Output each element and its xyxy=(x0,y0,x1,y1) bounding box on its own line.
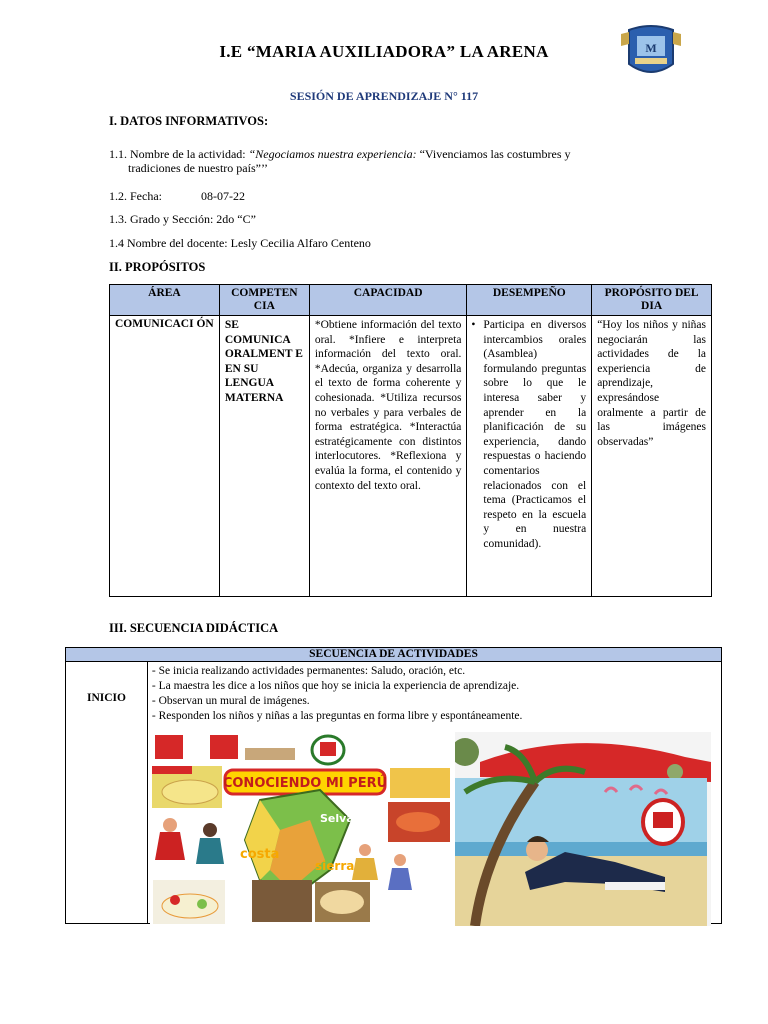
proposito-cell: “Hoy los niños y niñas negociarán las actividades de la experiencia de aprendizaje, expresándose oralmente a partir de las imágenes observadas” xyxy=(592,316,712,597)
secuencia-header: SECUENCIA DE ACTIVIDADES xyxy=(66,648,722,662)
capacidad-cell: *Obtiene información del texto oral. *Infiere e interpreta información del texto oral. *Adecúa, organiza y desarrolla el texto de forma coherente y cohesionada. *Utiliza recursos no verbales y para verbales de forma estratégica. *Interactúa estratégicamente con distintos interlocutores. *Reflexiona y evalúa la forma, el contenido y contexto del texto oral. xyxy=(309,316,467,597)
desempeno-cell xyxy=(467,316,592,597)
activity-list xyxy=(152,664,717,724)
list-item: - Se inicia realizando actividades permanentes: Saludo, oración, etc. xyxy=(151,665,466,677)
school-title: I.E “MARIA AUXILIADORA” LA ARENA xyxy=(219,42,549,61)
teacher-name: 1.4 Nombre del docente: Lesly Cecilia Alfaro Centeno xyxy=(109,236,371,250)
svg-text:costa: costa xyxy=(240,847,280,862)
propositos-table xyxy=(109,284,712,597)
date-value: 08-07-22 xyxy=(201,189,245,203)
school-logo xyxy=(615,24,687,80)
svg-text:sierra: sierra xyxy=(315,859,355,873)
list-item: - La maestra les dice a los niños que hoy se inicia la experiencia de aprendizaje. xyxy=(151,680,520,692)
desempeno-item: • Participa en diversos intercambios orales (Asamblea) formulando preguntas sobre lo que le interesa saber y aprender en la planificación de su experiencia, dando respuestas o haciendo comentarios relacionados con el tema (Practicamos el respeto en la escuela y en nuestra comunidad). xyxy=(471,319,587,550)
svg-text:Selva: Selva xyxy=(320,812,354,825)
section-propositos-heading: II. PROPÓSITOS xyxy=(109,260,206,274)
col-header-capacidad: CAPACIDAD xyxy=(309,285,467,316)
activity-name: 1.1. Nombre de la actividad: “Negociamos nuestra experiencia: “Vivenciamos las costumbres y tradiciones de nuestro país”’’ xyxy=(109,147,571,175)
mural-flag-image xyxy=(455,732,711,926)
mural-peru-image xyxy=(150,730,455,926)
list-item: - Responden los niños y niñas a las preguntas en forma libre y espontáneamente. xyxy=(151,710,523,722)
date-label: 1.2. Fecha: xyxy=(109,189,162,203)
col-header-competencia: COMPETEN CIA xyxy=(219,285,309,316)
competencia-cell: SE COMUNICA ORALMENT E EN SU LENGUA MATERNA xyxy=(219,316,309,597)
list-item: - Observan un mural de imágenes. xyxy=(151,695,310,707)
grade-section: 1.3. Grado y Sección: 2do “C” xyxy=(109,212,256,226)
session-title: SESIÓN DE APRENDIZAJE N° 117 xyxy=(289,89,479,103)
section-secuencia-heading: III. SECUENCIA DIDÁCTICA xyxy=(109,621,279,635)
phase-inicio: INICIO xyxy=(66,662,148,924)
area-cell: COMUNICACI ÓN xyxy=(110,316,220,597)
col-header-area: ÁREA xyxy=(110,285,220,316)
mural-title: CONOCIENDO MI PERÚ xyxy=(222,776,388,791)
svg-text:M: M xyxy=(645,41,657,55)
bullet-icon: • xyxy=(471,319,476,331)
section-datos-heading: I. DATOS INFORMATIVOS: xyxy=(109,114,269,128)
col-header-proposito: PROPÓSITO DEL DIA xyxy=(592,285,712,316)
col-header-desempeno: DESEMPEÑO xyxy=(467,285,592,316)
